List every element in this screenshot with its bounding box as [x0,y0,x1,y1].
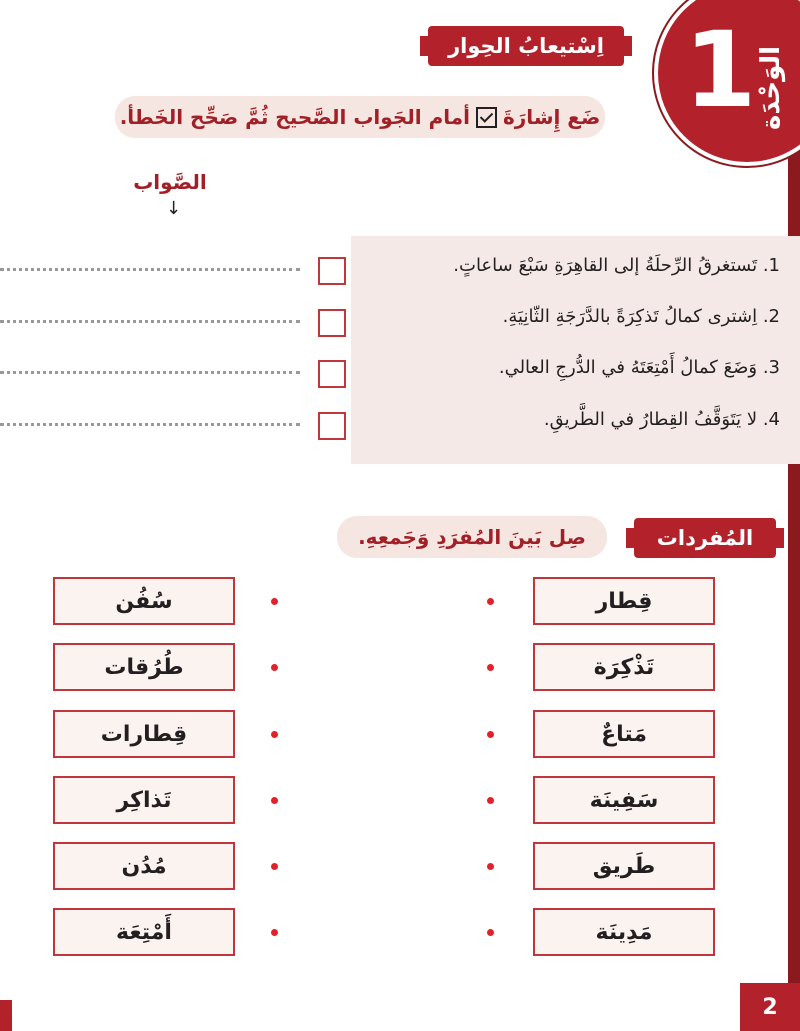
singular-dot-4[interactable] [487,797,494,804]
singular-dot-3[interactable] [487,731,494,738]
singular-box-4[interactable]: سَفِينَة [533,776,715,824]
singular-box-6[interactable]: مَدِينَة [533,908,715,956]
instruction-before: ضَع إِشارَةَ [502,105,601,129]
prev-page-tab [0,1000,12,1031]
answer-checkbox-1[interactable] [318,257,346,285]
correction-line-3[interactable] [0,371,300,374]
answer-checkbox-2[interactable] [318,309,346,337]
singular-dot-2[interactable] [487,664,494,671]
answer-checkbox-4[interactable] [318,412,346,440]
singular-box-5[interactable]: طَريق [533,842,715,890]
statement-3: 3. وَضَعَ كمالُ أَمْتِعَتَهُ في الدُّرجِ العالي. [498,357,780,378]
plural-box-5[interactable]: مُدُن [53,842,235,890]
singular-box-3[interactable]: مَتاعٌ [533,710,715,758]
checkbox-check-icon [476,107,497,128]
statement-2: 2. اِشترى كمالُ تَذكِرَةً بالدَّرَجَةِ الثّانِيَةِ. [502,306,780,327]
singular-dot-1[interactable] [487,598,494,605]
correction-line-2[interactable] [0,320,300,323]
unit-word: الوَحْدَة [756,45,786,130]
plural-box-1[interactable]: سُفُن [53,577,235,625]
plural-dot-6[interactable] [271,929,278,936]
section1-title: اِسْتيعابُ الحِوار [428,26,624,66]
singular-dot-6[interactable] [487,929,494,936]
section2-instruction: صِل بَينَ المُفرَدِ وَجَمعِهِ. [337,516,607,558]
statement-4: 4. لا يَتَوَقَّفُ القِطارُ في الطَّريقِ. [543,409,780,430]
unit-badge [654,0,800,166]
plural-dot-2[interactable] [271,664,278,671]
unit-number: 1 [684,9,757,131]
section1-instruction [115,96,605,138]
page-number: 2 [740,983,800,1031]
answer-checkbox-3[interactable] [318,360,346,388]
plural-box-2[interactable]: طُرُقات [53,643,235,691]
singular-box-1[interactable]: قِطار [533,577,715,625]
plural-dot-5[interactable] [271,863,278,870]
statement-1: 1. تَستغرقُ الرِّحلَةُ إلى القاهِرَةِ سَبْعَ ساعاتٍ. [453,255,780,276]
plural-dot-3[interactable] [271,731,278,738]
plural-box-6[interactable]: أَمْتِعَة [53,908,235,956]
plural-box-4[interactable]: تَذاكِر [53,776,235,824]
singular-dot-5[interactable] [487,863,494,870]
plural-dot-4[interactable] [271,797,278,804]
plural-dot-1[interactable] [271,598,278,605]
plural-box-3[interactable]: قِطارات [53,710,235,758]
arrow-down-icon: ↓ [166,198,182,219]
correction-line-4[interactable] [0,423,300,426]
correction-line-1[interactable] [0,268,300,271]
singular-box-2[interactable]: تَذْكِرَة [533,643,715,691]
correct-answer-label: الصَّواب [133,170,207,194]
section2-title: المُفردات [634,518,776,558]
instruction-after: أمام الجَواب الصَّحيح ثُمَّ صَحِّح الخَطأ. [119,105,470,129]
